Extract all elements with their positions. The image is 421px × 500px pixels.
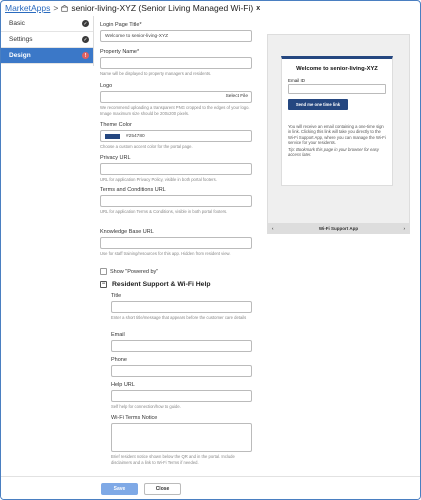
chevron-right-icon[interactable]: › [403, 225, 405, 231]
support-title-input[interactable] [111, 301, 252, 313]
preview-email-label: Email ID [288, 78, 306, 83]
breadcrumb-separator: > [53, 3, 59, 13]
privacy-url-help: URL for application Privacy Policy, visible in both portal footers. [100, 177, 217, 182]
login-title-label: Login Page Title* [100, 22, 142, 28]
kb-url-help: Use for staff training/resources for this app. Hidden from resident view. [100, 251, 231, 256]
preview-description: You will receive an email containing a one-time sign in link. Clicking this link will take you directly to the Wi-Fi Support App, where you can manage the Wi-Fi service for your residents. [288, 124, 386, 146]
support-title-label: Title [111, 293, 122, 299]
property-name-help: Name will be displayed to property managers and residents. [100, 71, 212, 76]
support-help-url-field [111, 382, 252, 410]
logo-help: We recommend uploading a transparent PNG cropped to the edges of your logo. Image maximum size should be 200x200 pixels. [100, 105, 250, 116]
property-name-field [100, 49, 252, 77]
support-title-help: Enter a short title/message that appears before the customer care details [111, 315, 247, 320]
support-section-header [100, 281, 211, 288]
theme-color-field [100, 122, 252, 150]
support-phone-input[interactable] [111, 365, 252, 377]
login-title-field [100, 22, 252, 42]
theme-color-help: Choose a custom accent color for the portal page. [100, 144, 193, 149]
kb-url-label: Knowledge Base URL [100, 229, 154, 235]
privacy-url-input[interactable] [100, 163, 252, 175]
color-swatch[interactable] [105, 134, 120, 139]
sidebar-item-label: Basic [9, 20, 25, 27]
support-section-heading: Resident Support & Wi-Fi Help [112, 281, 211, 288]
support-help-url-input[interactable] [111, 390, 252, 402]
support-email-label: Email [111, 332, 125, 338]
breadcrumb-root-link[interactable]: MarketApps [5, 3, 51, 13]
terms-notice-help: Brief resident notice shown below the QR and in the portal. Include disclaimers and a link to Wi-Fi Terms if needed. [111, 454, 235, 465]
support-phone-label: Phone [111, 357, 127, 363]
kb-url-input[interactable] [100, 237, 252, 249]
powered-by-checkbox[interactable] [100, 268, 107, 275]
page-title: senior-living-XYZ (Senior Living Managed Wi-Fi) [71, 3, 254, 13]
logo-label: Logo [100, 83, 113, 89]
support-email-input[interactable] [111, 340, 252, 352]
preview-tip: Tip: Bookmark this page in your browser for easy access later. [288, 146, 379, 158]
property-name-input[interactable] [100, 57, 252, 69]
terms-url-label: Terms and Conditions URL [100, 187, 166, 193]
sidebar [1, 16, 94, 66]
preview-nav [268, 223, 409, 233]
theme-color-value: #254780 [126, 133, 145, 139]
preview-send-link-button: Send me one time link [288, 99, 348, 110]
logo-field [100, 83, 255, 116]
terms-notice-field [111, 415, 255, 465]
save-button[interactable]: Save [101, 483, 138, 495]
terms-url-input[interactable] [100, 195, 252, 207]
portal-preview [267, 34, 410, 234]
login-title-input[interactable]: Welcome to senior-living-XYZ [100, 30, 252, 42]
close-button[interactable]: Close [144, 483, 181, 495]
support-phone-field [111, 357, 252, 377]
terms-url-help: URL for application Terms & Conditions, visible in both portal footers. [100, 209, 228, 214]
preview-title: Welcome to senior-living-XYZ [296, 66, 378, 72]
privacy-url-field [100, 155, 252, 183]
property-name-label: Property Name* [100, 49, 140, 55]
powered-by-label: Show "Powered by" [110, 268, 159, 275]
sidebar-item-label: Design [9, 52, 31, 59]
logo-input[interactable] [100, 91, 252, 103]
terms-url-field [100, 187, 252, 215]
sidebar-item-settings[interactable] [1, 32, 93, 48]
privacy-url-label: Privacy URL [100, 155, 131, 161]
terms-notice-label: Wi-Fi Terms Notice [111, 415, 158, 421]
sidebar-item-label: Settings [9, 36, 33, 43]
theme-color-label: Theme Color [100, 122, 132, 128]
kb-url-field [100, 229, 252, 257]
support-help-url-help: Self help for connection/how to guide. [111, 404, 181, 409]
powered-by-field [100, 268, 158, 275]
support-title-field [111, 293, 252, 321]
support-help-url-label: Help URL [111, 382, 135, 388]
footer-bar [1, 476, 420, 500]
preview-email-input [288, 84, 386, 94]
close-icon[interactable]: x [256, 4, 261, 12]
check-icon: ✓ [83, 20, 88, 27]
breadcrumb [1, 1, 420, 15]
chevron-left-icon[interactable]: ‹ [272, 225, 274, 231]
sidebar-item-design[interactable] [1, 48, 93, 64]
preview-nav-label: Wi-Fi Support App [318, 225, 359, 231]
collapse-toggle[interactable]: − [101, 281, 106, 287]
terms-notice-textarea[interactable] [111, 423, 252, 452]
check-icon: ✓ [83, 36, 88, 43]
select-file-button[interactable]: Select File [225, 94, 248, 99]
support-email-field [111, 332, 252, 352]
app-icon [61, 5, 68, 12]
preview-card [281, 56, 393, 186]
theme-color-input[interactable] [100, 130, 252, 142]
sidebar-item-basic[interactable] [1, 16, 93, 32]
warning-icon: ! [82, 52, 89, 59]
